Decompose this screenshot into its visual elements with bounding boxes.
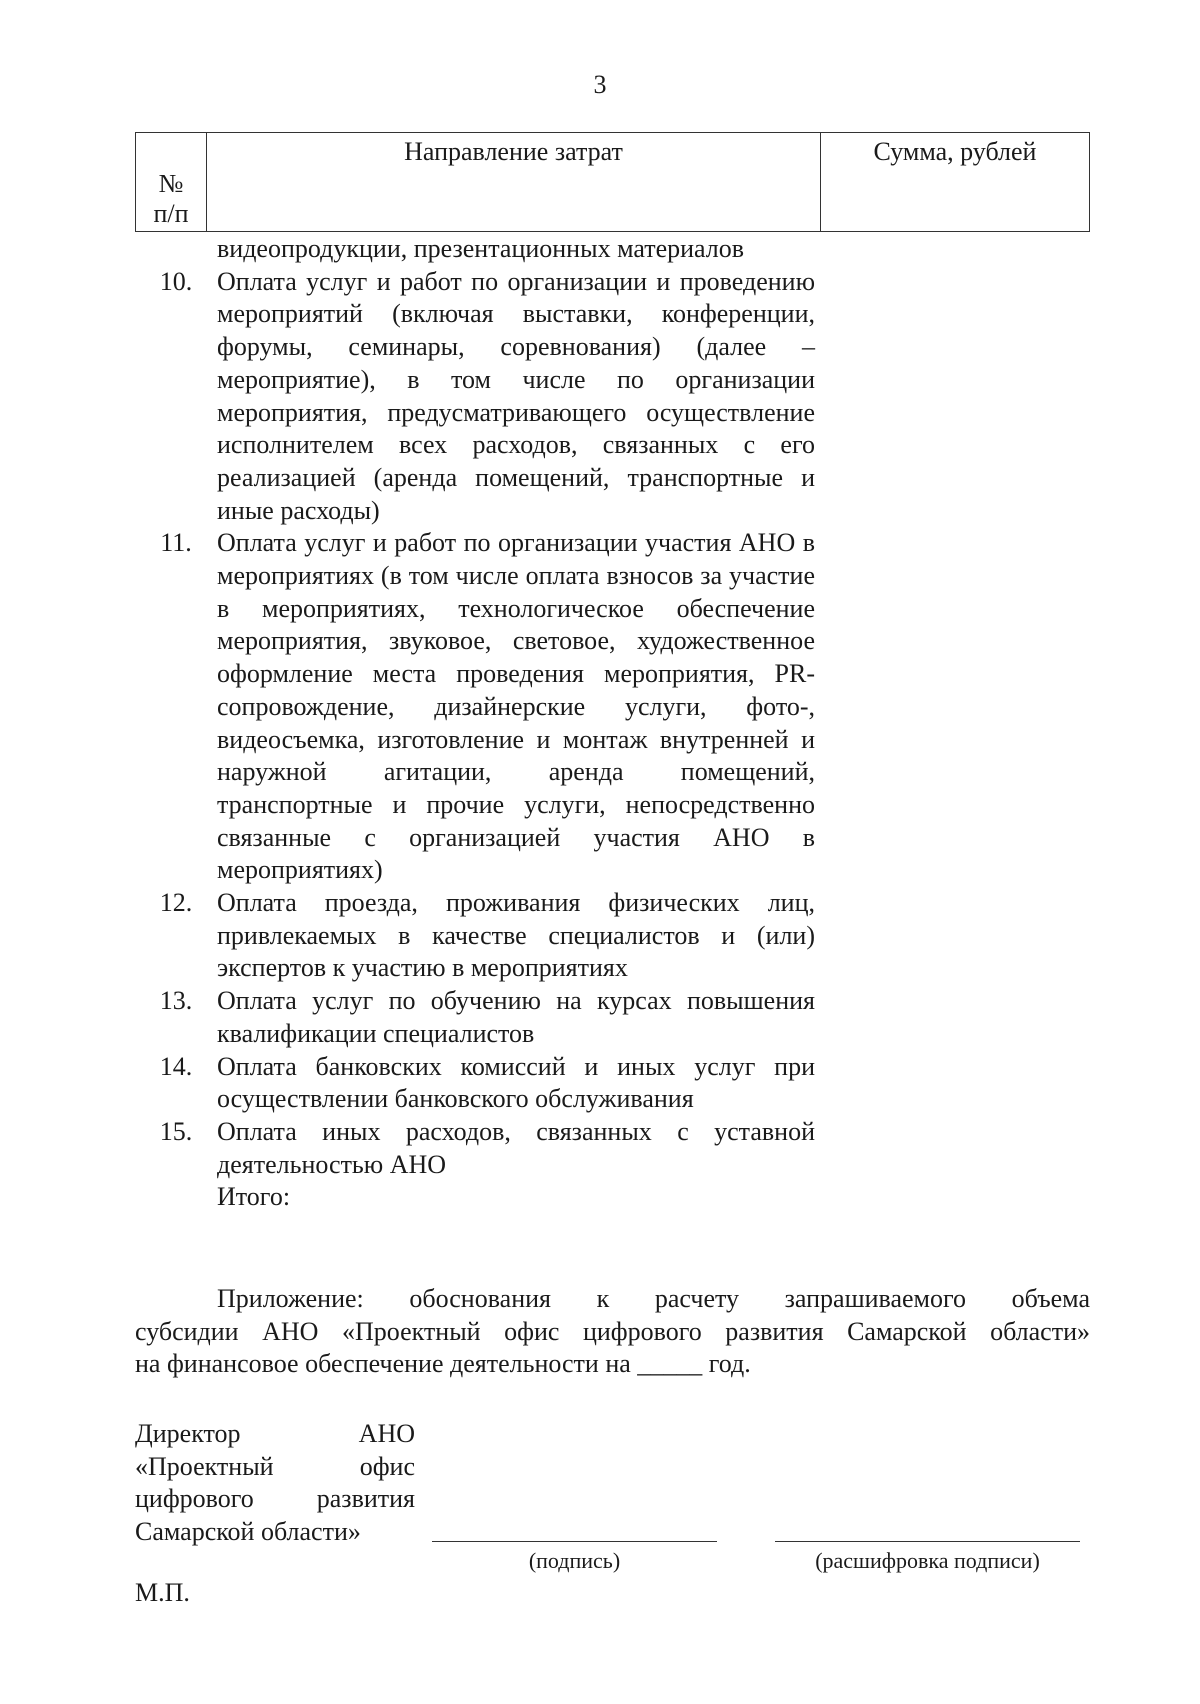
cost-item-number: 14. <box>159 1051 193 1081</box>
cost-item-number: 15. <box>159 1116 193 1146</box>
appendix-line-2: субсидии АНО «Проектный офис цифрового развития Самарской области» <box>135 1316 1090 1346</box>
header-direction-cell: Направление затрат <box>207 133 821 232</box>
cost-item-number: 12. <box>159 888 193 918</box>
appendix-note <box>135 1283 1090 1381</box>
cost-item-row <box>135 985 815 1050</box>
header-number-cell <box>136 133 207 232</box>
director-line-2: «Проектный офис <box>135 1451 415 1481</box>
decode-signature-line <box>775 1541 1080 1542</box>
appendix-line-3: на финансовое обеспечение деятельности на _____ год. <box>135 1349 751 1379</box>
cost-table-header <box>135 132 1090 232</box>
cost-item-row <box>135 527 815 887</box>
cost-item-number <box>135 1181 217 1214</box>
cost-items-list <box>135 233 815 1214</box>
stamp-place: М.П. <box>135 1578 190 1607</box>
cost-item-number <box>135 233 217 266</box>
cost-item-row <box>135 1051 815 1116</box>
cost-item-number: 13. <box>159 986 193 1016</box>
cost-item-row <box>135 233 815 266</box>
director-line-3: цифрового развития <box>135 1484 415 1514</box>
decode-signature-caption: (расшифровка подписи) <box>815 1548 1040 1573</box>
cost-item-text: Оплата иных расходов, связанных с уставной деятельностью АНО <box>217 1116 815 1179</box>
header-number-sign: № <box>158 169 184 198</box>
director-line-4: Самарской области» <box>135 1517 361 1547</box>
cost-item-number: 10. <box>159 266 193 296</box>
cost-item-row <box>135 1116 815 1181</box>
cost-item-row <box>135 1181 815 1214</box>
page-number: 3 <box>593 70 607 99</box>
signature-caption: (подпись) <box>528 1548 621 1573</box>
cost-item-text: Оплата услуг по обучению на курсах повышения квалификации специалистов <box>217 986 815 1048</box>
cost-item-text: Оплата банковских комиссий и иных услуг при осуществлении банковского обслуживания <box>217 1051 815 1114</box>
director-title <box>135 1418 415 1549</box>
cost-item-text: Оплата проезда, проживания физических лиц, привлекаемых в качестве специалистов и (или) экспертов к участию в мероприятиях <box>217 888 815 983</box>
cost-item-row <box>135 266 815 528</box>
cost-item-row <box>135 887 815 985</box>
cost-item-number: 11. <box>160 528 192 558</box>
cost-item-text: Оплата услуг и работ по организации и проведению мероприятий (включая выставки, конференции, форумы, семинары, соревнования) (далее – мероприятие), в том числе по организации мероприятия, предусматривающего осуществление исполнителем всех расходов, связанных с его реализацией (аренда помещений, транспортные и иные расходы) <box>217 266 815 525</box>
header-number-abbr: п/п <box>153 199 189 228</box>
appendix-line-1: Приложение: обоснования к расчету запрашиваемого объема <box>217 1284 1090 1313</box>
director-line-1: Директор АНО <box>135 1419 415 1448</box>
header-sum-cell: Сумма, рублей <box>821 133 1090 232</box>
cost-item-text: видеопродукции, презентационных материалов <box>217 234 745 263</box>
signature-line <box>432 1541 717 1542</box>
cost-item-text: Оплата услуг и работ по организации участия АНО в мероприятиях (в том числе оплата взносов за участие в мероприятиях, технологическое обеспечение мероприятия, звуковое, световое, художественное оформление места проведения мероприятия, PR-сопровождение, дизайнерские услуги, фото-, видеосъемка, изготовление и монтаж внутренней и наружной агитации, аренда помещений, транспортные и прочие услуги, непосредственно связанные с организацией участия АНО в мероприятиях) <box>217 528 815 885</box>
cost-item-text: Итого: <box>217 1182 291 1212</box>
